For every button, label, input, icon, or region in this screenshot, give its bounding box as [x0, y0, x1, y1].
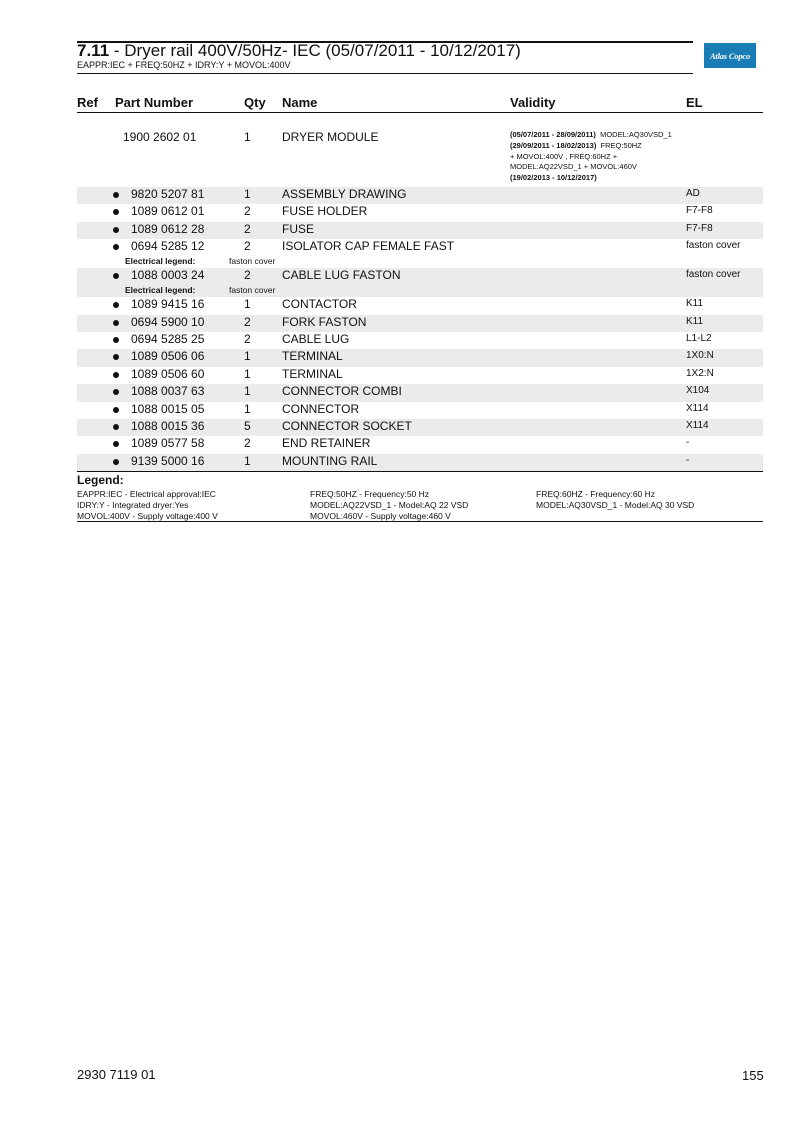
validity-range-3: (19/02/2013 - 10/12/2017)	[510, 173, 597, 183]
table-row	[77, 384, 763, 401]
validity-range-2: (29/09/2011 - 18/02/2013)	[510, 140, 597, 150]
part-number: 0694 5285 25	[131, 332, 205, 346]
legend-entry: MOVOL:460V - Supply voltage:460 V	[310, 511, 451, 521]
validity-range-1: (05/07/2011 - 28/09/2011)	[510, 130, 596, 139]
legend-entry: FREQ:50HZ - Frequency:50 Hz	[310, 489, 430, 499]
part-name: MOUNTING RAIL	[282, 453, 378, 468]
part-name: FORK FASTON	[282, 314, 367, 329]
bullet-icon	[113, 441, 119, 447]
quantity: 1	[244, 187, 251, 201]
quantity: 2	[244, 436, 251, 451]
table-row	[77, 349, 763, 366]
quantity: 2	[244, 204, 251, 219]
part-name: END RETAINER	[282, 436, 371, 451]
document-number: 2930 7119 01	[77, 1067, 156, 1082]
part-number: 1089 9415 16	[131, 297, 205, 312]
bullet-icon	[113, 244, 119, 250]
electrical-legend-value: faston cover	[229, 285, 276, 296]
bullet-icon	[113, 273, 119, 279]
validity-condition-4: MODEL:AQ22VSD_1 + MOVOL:460V	[510, 162, 637, 172]
bullet-icon	[113, 354, 119, 360]
legend-entry: MOVOL:400V - Supply voltage:400 V	[77, 511, 218, 521]
part-name: FUSE	[282, 221, 315, 236]
bullet-icon	[113, 389, 119, 395]
legend-entry: FREQ:60HZ - Frequency:60 Hz	[536, 489, 656, 499]
quantity: 1	[244, 366, 251, 381]
electrical-reference: F7-F8	[686, 205, 713, 217]
part-name: CONTACTOR	[282, 297, 357, 312]
table-row	[77, 222, 763, 239]
electrical-reference: -	[686, 437, 690, 449]
electrical-reference: faston cover	[686, 240, 741, 252]
electrical-reference: faston cover	[686, 269, 741, 281]
column-header-el: EL	[686, 95, 703, 110]
page-subtitle: EAPPR:IEC + FREQ:50HZ + IDRY:Y + MOVOL:400V	[77, 60, 291, 70]
part-name: CONNECTOR SOCKET	[282, 419, 412, 433]
table-row	[77, 315, 763, 332]
main-item-validity	[510, 130, 682, 184]
part-name: CONNECTOR	[282, 401, 360, 416]
page-title	[77, 41, 521, 61]
part-number: 0694 5900 10	[131, 314, 205, 329]
electrical-reference: -	[686, 454, 690, 466]
bullet-icon	[113, 407, 119, 413]
legend-entry: EAPPR:IEC - Electrical approval:IEC	[77, 489, 216, 499]
table-row	[77, 239, 763, 268]
table-row	[77, 367, 763, 384]
table-row	[77, 204, 763, 221]
electrical-reference: K11	[686, 315, 704, 327]
legend-entry: MODEL:AQ22VSD_1 - Model:AQ 22 VSD	[310, 500, 469, 510]
legend-bottom-rule	[77, 521, 763, 522]
column-header-name: Name	[282, 95, 318, 110]
main-item-name: DRYER MODULE	[282, 130, 379, 144]
quantity: 2	[244, 268, 251, 283]
bullet-icon	[113, 459, 119, 465]
bullet-icon	[113, 424, 119, 430]
part-number: 1089 0506 60	[131, 366, 205, 381]
table-row	[77, 436, 763, 453]
atlas-copco-logo: Atlas Copco	[704, 43, 756, 68]
part-name: CONNECTOR COMBI	[282, 384, 402, 399]
bullet-icon	[113, 320, 119, 326]
part-name: TERMINAL	[282, 349, 343, 364]
legend-entry: MODEL:AQ30VSD_1 - Model:AQ 30 VSD	[536, 500, 695, 510]
electrical-reference: AD	[686, 188, 700, 199]
part-number: 9820 5207 81	[131, 187, 205, 201]
part-name: FUSE HOLDER	[282, 204, 368, 219]
table-row	[77, 268, 763, 297]
part-number: 1088 0003 24	[131, 268, 205, 283]
part-number: 0694 5285 12	[131, 239, 205, 254]
quantity: 2	[244, 221, 251, 236]
quantity: 2	[244, 332, 251, 346]
part-name: CABLE LUG	[282, 332, 350, 346]
table-row	[77, 402, 763, 419]
electrical-legend-label: Electrical legend:	[125, 256, 196, 267]
part-number: 1088 0037 63	[131, 384, 205, 399]
table-row	[77, 332, 763, 349]
main-item-part-number: 1900 2602 01	[123, 130, 197, 144]
electrical-reference: X114	[686, 402, 709, 414]
column-header-ref: Ref	[77, 95, 98, 110]
electrical-reference: K11	[686, 298, 704, 310]
table-row	[77, 454, 763, 471]
quantity: 5	[244, 419, 251, 433]
electrical-legend-label: Electrical legend:	[125, 285, 196, 296]
column-header-part-number: Part Number	[115, 95, 194, 110]
main-item-qty: 1	[244, 130, 251, 144]
section-title: - Dryer rail 400V/50Hz- IEC (05/07/2011 - 10/12/2017)	[109, 41, 521, 60]
title-rule	[77, 73, 693, 74]
electrical-reference: 1X2:N	[686, 367, 714, 379]
electrical-reference: X114	[686, 420, 709, 431]
part-number: 1089 0612 01	[131, 204, 205, 219]
part-number: 1089 0612 28	[131, 221, 205, 236]
page-number: 155	[742, 1068, 764, 1083]
validity-condition-1: MODEL:AQ30VSD_1	[600, 130, 672, 139]
legend-rule	[77, 471, 763, 472]
quantity: 1	[244, 453, 251, 468]
part-name: ISOLATOR CAP FEMALE FAST	[282, 239, 455, 254]
electrical-legend-value: faston cover	[229, 256, 276, 267]
electrical-reference: F7-F8	[686, 222, 713, 234]
quantity: 2	[244, 239, 251, 254]
header-rule	[77, 112, 763, 113]
table-row	[77, 297, 763, 314]
quantity: 1	[244, 401, 251, 416]
quantity: 1	[244, 297, 251, 312]
part-number: 1089 0577 58	[131, 436, 205, 451]
table-row	[77, 187, 763, 204]
part-name: CABLE LUG FASTON	[282, 268, 401, 283]
table-row	[77, 419, 763, 436]
electrical-reference: X104	[686, 385, 710, 397]
bullet-icon	[113, 227, 119, 233]
electrical-reference: L1-L2	[686, 333, 712, 344]
column-header-qty: Qty	[244, 95, 266, 110]
part-number: 1089 0506 06	[131, 349, 205, 364]
part-name: TERMINAL	[282, 366, 343, 381]
bullet-icon	[113, 372, 119, 378]
part-number: 1088 0015 36	[131, 419, 205, 433]
section-number: 7.11	[77, 41, 110, 60]
part-number: 9139 5000 16	[131, 453, 205, 468]
part-name: ASSEMBLY DRAWING	[282, 187, 407, 201]
validity-condition-2: FREQ:50HZ	[600, 140, 642, 150]
column-header-validity: Validity	[510, 95, 556, 110]
bullet-icon	[113, 192, 119, 198]
legend-entry: IDRY:Y - Integrated dryer:Yes	[77, 500, 189, 510]
quantity: 2	[244, 314, 251, 329]
bullet-icon	[113, 337, 119, 343]
bullet-icon	[113, 209, 119, 215]
bullet-icon	[113, 302, 119, 308]
quantity: 1	[244, 349, 251, 364]
validity-condition-3: + MOVOL:400V , FREQ:60HZ +	[510, 151, 618, 161]
electrical-reference: 1X0:N	[686, 350, 714, 362]
legend-title: Legend:	[77, 473, 124, 487]
part-number: 1088 0015 05	[131, 401, 205, 416]
quantity: 1	[244, 384, 251, 399]
